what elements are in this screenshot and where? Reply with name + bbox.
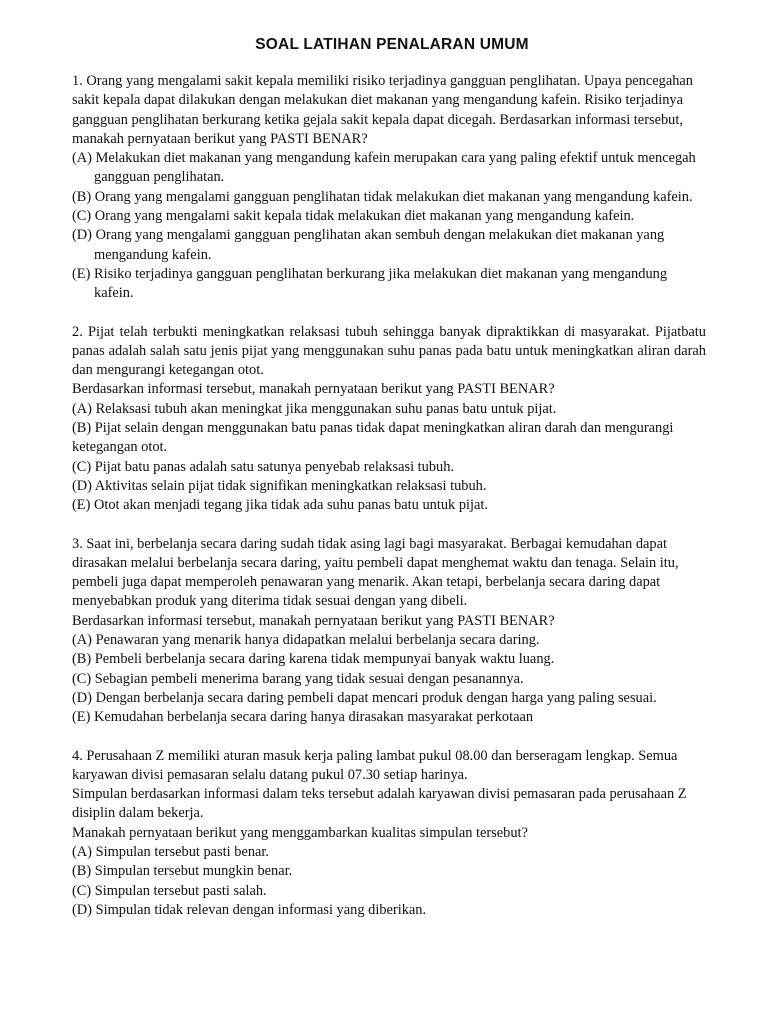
question-4-option-d: (D) Simpulan tidak relevan dengan informasi yang diberikan. — [72, 901, 427, 918]
question-4-option-b: (B) Simpulan tersebut mungkin benar. — [72, 863, 293, 880]
question-1 — [72, 72, 706, 304]
question-3-option-b: (B) Pembeli berbelanja secara daring karena tidak mempunyai banyak waktu luang. — [72, 651, 555, 668]
question-1-option-b: (B) Orang yang mengalami gangguan penglihatan tidak melakukan diet makanan yang mengandung kafein. — [72, 188, 693, 205]
question-4-conclusion: Simpulan berdasarkan informasi dalam teks tersebut adalah karyawan divisi pemasaran pada perusahaan Z disiplin dalam bekerja. — [72, 786, 687, 822]
question-1-option-c: (C) Orang yang mengalami sakit kepala tidak melakukan diet makanan yang mengandung kafein. — [72, 208, 635, 225]
question-2-stem: 2. Pijat telah terbukti meningkatkan relaksasi tubuh sehingga banyak dipraktikkan di masyarakat. Pijatbatu panas adalah salah satu jenis pijat yang menggunakan suhu panas pada batu untuk meningkatkan aliran darah dan mengurangi ketegangan otot. — [72, 323, 706, 379]
question-2-prompt: Berdasarkan informasi tersebut, manakah pernyataan berikut yang PASTI BENAR? — [72, 381, 555, 398]
question-4-prompt: Manakah pernyataan berikut yang menggambarkan kualitas simpulan tersebut? — [72, 824, 528, 841]
question-2-option-d: (D) Aktivitas selain pijat tidak signifikan meningkatkan relaksasi tubuh. — [72, 477, 487, 494]
question-4-option-a: (A) Simpulan tersebut pasti benar. — [72, 843, 270, 860]
question-3-prompt: Berdasarkan informasi tersebut, manakah pernyataan berikut yang PASTI BENAR? — [72, 612, 555, 629]
question-1-option-a: (A) Melakukan diet makanan yang mengandung kafein merupakan cara yang paling efektif untuk mencegah gangguan penglihatan. — [72, 150, 696, 186]
question-3-option-d: (D) Dengan berbelanja secara daring pembeli dapat mencari produk dengan harga yang paling sesuai. — [72, 689, 657, 706]
question-3 — [72, 535, 706, 728]
question-1-stem: 1. Orang yang mengalami sakit kepala memiliki risiko terjadinya gangguan penglihatan. Upaya pencegahan sakit kepala dapat dilakukan dengan melakukan diet makanan yang mengandung kafein. Risiko terjadinya gangguan penglihatan berkurang ketika gejala sakit kepala dapat dicegah. Berdasarkan informasi tersebut, manakah pernyataan berikut yang PASTI BENAR? — [72, 73, 693, 147]
document-title: SOAL LATIHAN PENALARAN UMUM — [255, 36, 529, 53]
question-4-option-c: (C) Simpulan tersebut pasti salah. — [72, 882, 267, 899]
question-4-stem: 4. Perusahaan Z memiliki aturan masuk kerja paling lambat pukul 08.00 dan berseragam lengkap. Semua karyawan divisi pemasaran selalu datang pukul 07.30 setiap harinya. — [72, 747, 678, 783]
question-3-option-e: (E) Kemudahan berbelanja secara daring hanya dirasakan masyarakat perkotaan — [72, 709, 534, 726]
question-3-option-c: (C) Sebagian pembeli menerima barang yang tidak sesuai dengan pesanannya. — [72, 670, 524, 687]
question-2-option-e: (E) Otot akan menjadi tegang jika tidak ada suhu panas batu untuk pijat. — [72, 497, 489, 514]
question-2-option-c: (C) Pijat batu panas adalah satu satunya penyebab relaksasi tubuh. — [72, 458, 455, 475]
question-2-option-b: (B) Pijat selain dengan menggunakan batu panas tidak dapat meningkatkan aliran darah dan mengurangi ketegangan otot. — [72, 420, 674, 456]
question-1-option-e: (E) Risiko terjadinya gangguan penglihatan berkurang jika melakukan diet makanan yang mengandung kafein. — [72, 265, 668, 302]
question-3-stem: 3. Saat ini, berbelanja secara daring sudah tidak asing lagi bagi masyarakat. Berbagai kemudahan dapat dirasakan melalui berbelanja secara daring, yaitu pembeli dapat menghemat waktu dan tenaga. Selain itu, pembeli juga dapat memperoleh penawaran yang menarik. Akan tetapi, berbelanja secara daring dapat menyebabkan produk yang diterima tidak sesuai dengan yang dibeli. — [72, 535, 679, 610]
question-2 — [72, 323, 706, 516]
question-1-option-d: (D) Orang yang mengalami gangguan penglihatan akan sembuh dengan melakukan diet makanan yang mengandung kafein. — [72, 227, 665, 263]
question-4 — [72, 747, 706, 921]
question-2-option-a: (A) Relaksasi tubuh akan meningkat jika menggunakan suhu panas batu untuk pijat. — [72, 400, 557, 417]
question-3-option-a: (A) Penawaran yang menarik hanya didapatkan melalui berbelanja secara daring. — [72, 632, 540, 649]
